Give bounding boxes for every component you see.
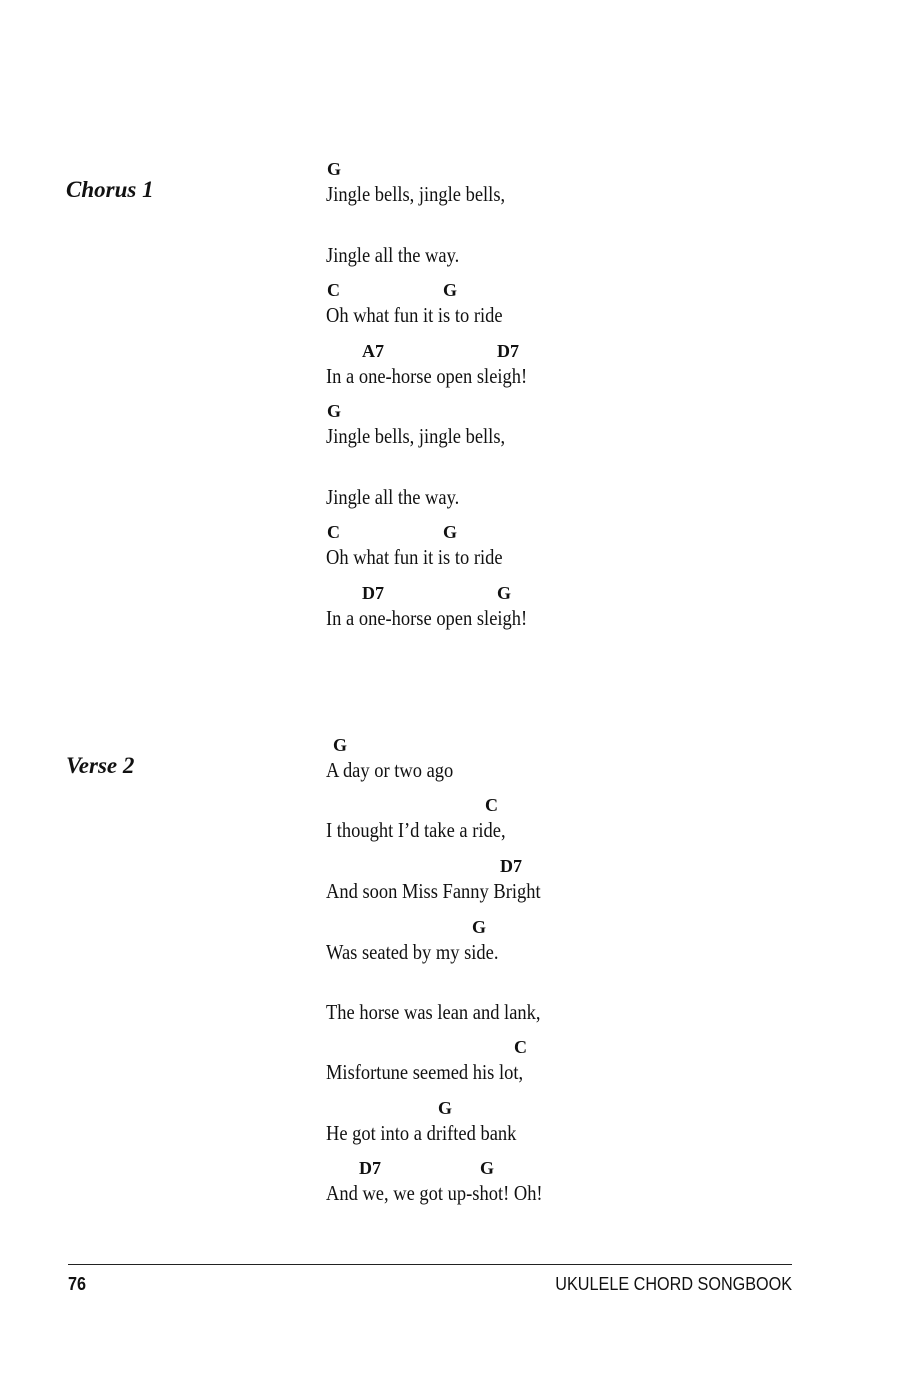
chord-label: G: [443, 522, 458, 542]
song-line: [326, 583, 726, 643]
chord-label: G: [472, 917, 487, 937]
song-line: [326, 735, 726, 795]
chord-label: G: [327, 159, 342, 179]
chord-label: D7: [362, 583, 384, 603]
lyric-text: The horse was lean and lank,: [326, 1000, 541, 1024]
chord-label: C: [514, 1037, 527, 1057]
lyric-text: Jingle all the way.: [326, 485, 460, 509]
chord-label: C: [327, 280, 340, 300]
chord-label: D7: [359, 1158, 381, 1178]
lyric-text: Oh what fun it is to ride: [326, 545, 503, 569]
song-line: [326, 462, 726, 522]
song-line: [326, 522, 726, 582]
chord-label: C: [485, 795, 498, 815]
lyric-text: He got into a drifted bank: [326, 1121, 517, 1145]
section-label-verse-2: Verse 2: [66, 753, 135, 778]
song-line: [326, 1037, 726, 1097]
song-line: [326, 1098, 726, 1158]
chord-label: G: [497, 583, 512, 603]
section-label-chorus-1: Chorus 1: [66, 177, 154, 202]
lyric-text: Jingle all the way.: [326, 243, 460, 267]
lyric-text: Jingle bells, jingle bells,: [326, 424, 506, 448]
song-line: [326, 401, 726, 461]
chord-label: G: [327, 401, 342, 421]
song-line: [326, 917, 726, 977]
chord-label: C: [327, 522, 340, 542]
lyric-text: Oh what fun it is to ride: [326, 303, 503, 327]
chord-label: G: [480, 1158, 495, 1178]
chord-label: G: [333, 735, 348, 755]
lyric-text: Was seated by my side.: [326, 940, 499, 964]
lyric-text: And soon Miss Fanny Bright: [326, 879, 541, 903]
song-line: [326, 220, 726, 280]
book-title: UKULELE CHORD SONGBOOK: [555, 1274, 792, 1294]
footer-divider: [68, 1264, 792, 1265]
chord-label: G: [438, 1098, 453, 1118]
lyric-text: A day or two ago: [326, 758, 454, 782]
song-line: [326, 1158, 726, 1218]
lyric-text: In a one-horse open sleigh!: [326, 364, 528, 388]
lyric-text: Jingle bells, jingle bells,: [326, 182, 506, 206]
song-line: [326, 280, 726, 340]
lyric-text: And we, we got up-shot! Oh!: [326, 1181, 543, 1205]
lyric-text: Misfortune seemed his lot,: [326, 1060, 524, 1084]
song-line: [326, 856, 726, 916]
chord-label: G: [443, 280, 458, 300]
song-line: [326, 159, 726, 219]
chord-label: A7: [362, 341, 384, 361]
song-line: [326, 977, 726, 1037]
chord-label: D7: [497, 341, 519, 361]
page-number: 76: [68, 1274, 87, 1294]
chord-label: D7: [500, 856, 522, 876]
lyric-text: In a one-horse open sleigh!: [326, 606, 528, 630]
lyric-text: I thought I’d take a ride,: [326, 818, 506, 842]
song-line: [326, 341, 726, 401]
song-line: [326, 795, 726, 855]
